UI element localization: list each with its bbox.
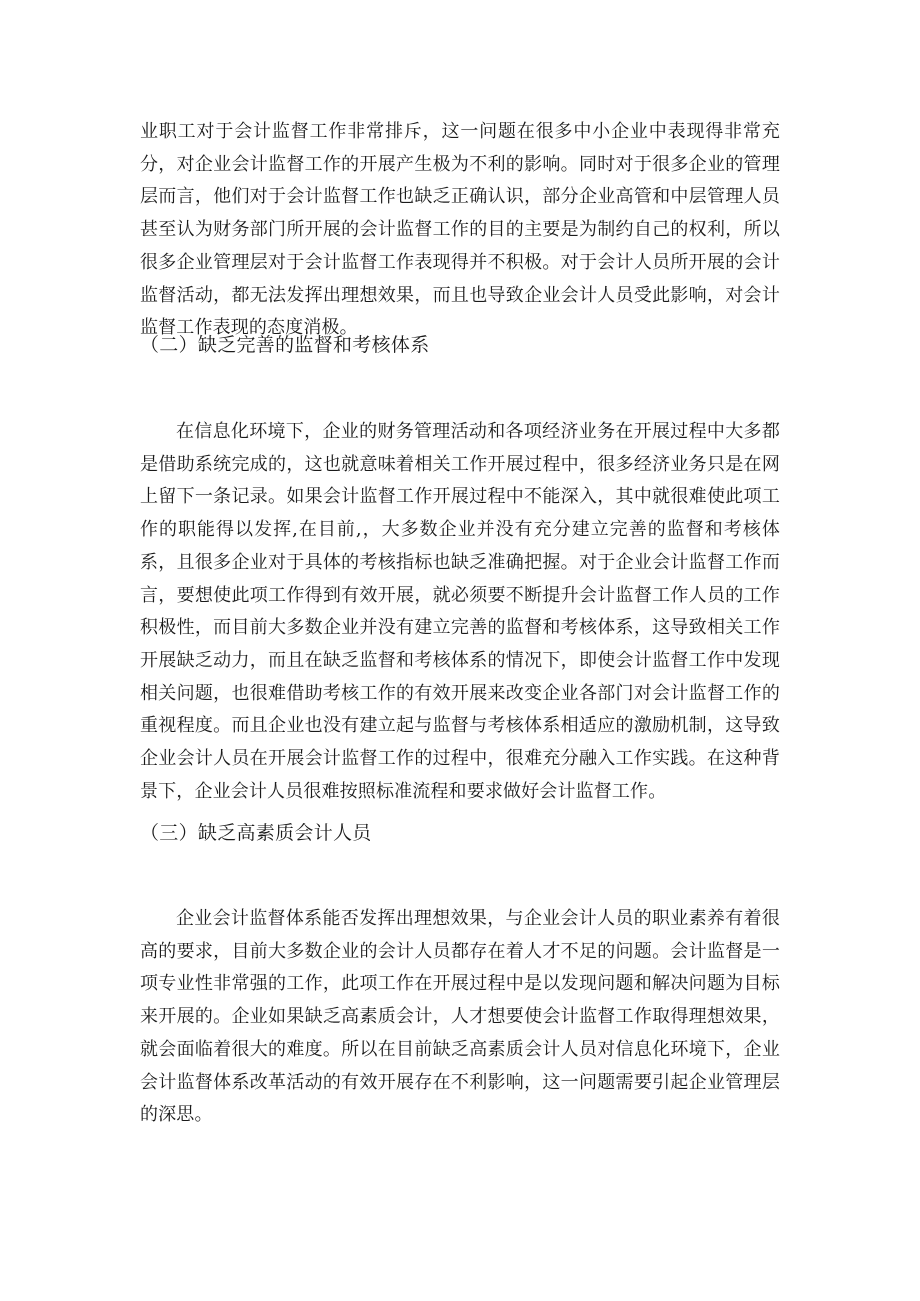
- body-paragraph-section-3: 企业会计监督体系能否发挥出理想效果，与企业会计人员的职业素养有着很高的要求，目前大多数企业的会计人员都存在着人才不足的问题。会计监督是一项专业性非常强的工作，此项工作在开展过程中是以发现问题和解决问题为目标来开展的。企业如果缺乏高素质会计，人才想要使会计监督工作取得理想效果，就会面临着很大的难度。所以在目前缺乏高素质会计人员对信息化环境下，企业会计监督体系改革活动的有效开展存在不利影响，这一问题需要引起企业管理层的深思。: [140, 908, 780, 1126]
- section-heading-3: （三）缺乏高素质会计人员: [140, 822, 372, 844]
- section-heading-2: （二）缺乏完善的监督和考核体系: [140, 334, 430, 356]
- body-paragraph-section-2: 在信息化环境下，企业的财务管理活动和各项经济业务在开展过程中大多都是借助系统完成的，这也就意味着相关工作开展过程中，很多经济业务只是在网上留下一条记录。如果会计监督工作开展过程中不能深入，其中就很难使此项工作的职能得以发挥,在目前,，大多数企业并没有充分建立完善的监督和考核体系，且很多企业对于具体的考核指标也缺乏准确把握。对于企业会计监督工作而言，要想使此项工作得到有效开展，就必须要不断提升会计监督工作人员的工作积极性，而目前大多数企业并没有建立完善的监督和考核体系，这导致相关工作开展缺乏动力，而且在缺乏监督和考核体系的情况下，即使会计监督工作中发现相关问题，也很难借助考核工作的有效开展来改变企业各部门对会计监督工作的重视程度。而且企业也没有建立起与监督与考核体系相适应的激励机制，这导致企业会计人员在开展会计监督工作的过程中，很难充分融入工作实践。在这种背景下，企业会计人员很难按照标准流程和要求做好会计监督工作。: [140, 421, 780, 802]
- body-paragraph-continuation: 业职工对于会计监督工作非常排斥，这一问题在很多中小企业中表现得非常充分，对企业会计监督工作的开展产生极为不利的影响。同时对于很多企业的管理层而言，他们对于会计监督工作也缺乏正确认识，部分企业高管和中层管理人员甚至认为财务部门所开展的会计监督工作的目的主要是为制约自己的权利，所以很多企业管理层对于会计监督工作表现得并不积极。对于会计人员所开展的会计监督活动，都无法发挥出理想效果，而且也导致企业会计人员受此影响，对会计监督工作表现的态度消极。: [140, 121, 780, 339]
